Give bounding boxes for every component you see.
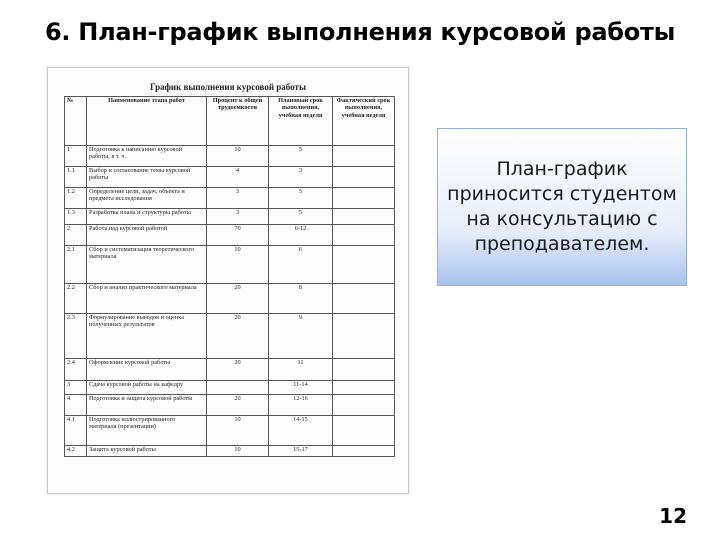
row-actual-week bbox=[333, 314, 395, 359]
row-percent: 10 bbox=[207, 416, 269, 446]
row-percent: 3 bbox=[207, 188, 269, 209]
row-percent: 10 bbox=[207, 246, 269, 284]
row-actual-week bbox=[333, 416, 395, 446]
table-row bbox=[65, 446, 395, 457]
table-row bbox=[65, 359, 395, 381]
row-planned-week: 5 bbox=[269, 146, 333, 167]
table-row bbox=[65, 381, 395, 395]
row-percent: 10 bbox=[207, 446, 269, 457]
row-stage: Сбор и анализ практического материала bbox=[87, 284, 207, 314]
row-actual-week bbox=[333, 359, 395, 381]
table-row bbox=[65, 246, 395, 284]
row-planned-week: 6-12 bbox=[269, 225, 333, 246]
schedule-document-image bbox=[47, 67, 409, 494]
row-percent: 4 bbox=[207, 167, 269, 188]
row-stage: Работа над курсовой работой bbox=[87, 225, 207, 246]
row-stage: Определение цели, задач, объекта и предмета исследования bbox=[87, 188, 207, 209]
row-number: 2 bbox=[65, 225, 87, 246]
row-actual-week bbox=[333, 209, 395, 225]
row-planned-week: 15-17 bbox=[269, 446, 333, 457]
row-planned-week: 9 bbox=[269, 314, 333, 359]
document-title: График выполнения курсовой работы bbox=[150, 82, 306, 92]
row-stage: Защита курсовой работы bbox=[87, 446, 207, 457]
row-number: 2.3 bbox=[65, 314, 87, 359]
info-callout bbox=[437, 128, 687, 286]
row-actual-week bbox=[333, 146, 395, 167]
table-row bbox=[65, 416, 395, 446]
row-stage: Подготовка иллюстрированного материала (презентации) bbox=[87, 416, 207, 446]
row-actual-week bbox=[333, 167, 395, 188]
table-row bbox=[65, 284, 395, 314]
table-row bbox=[65, 146, 395, 167]
row-percent: 20 bbox=[207, 284, 269, 314]
row-planned-week: 11 bbox=[269, 359, 333, 381]
row-stage: Сбор и систематизация теоретического материала bbox=[87, 246, 207, 284]
row-actual-week bbox=[333, 246, 395, 284]
row-number: 2.2 bbox=[65, 284, 87, 314]
page-number: 12 bbox=[659, 504, 687, 528]
row-number: 2.1 bbox=[65, 246, 87, 284]
row-actual-week bbox=[333, 284, 395, 314]
table-header-row bbox=[65, 97, 395, 146]
row-stage: Подготовка и защита курсовой работы bbox=[87, 395, 207, 416]
row-actual-week bbox=[333, 188, 395, 209]
header-stage: Наименование этапа работ bbox=[87, 97, 207, 146]
row-percent bbox=[207, 381, 269, 395]
row-planned-week: 11-14 bbox=[269, 381, 333, 395]
table-row bbox=[65, 314, 395, 359]
row-number: 4.2 bbox=[65, 446, 87, 457]
row-planned-week: 14-15 bbox=[269, 416, 333, 446]
table-row bbox=[65, 395, 395, 416]
table-row bbox=[65, 188, 395, 209]
callout-text: План-график приносится студентом на консультацию с преподавателем. bbox=[447, 158, 677, 255]
header-planned-week: Плановый срок выполнения, учебная неделя bbox=[269, 97, 333, 146]
row-actual-week bbox=[333, 225, 395, 246]
row-actual-week bbox=[333, 395, 395, 416]
row-number: 1.3 bbox=[65, 209, 87, 225]
row-number: 1.2 bbox=[65, 188, 87, 209]
row-percent: 20 bbox=[207, 395, 269, 416]
table-row bbox=[65, 167, 395, 188]
row-number: 3 bbox=[65, 381, 87, 395]
row-stage: Подготовка к написанию курсовой работы, в т. ч. bbox=[87, 146, 207, 167]
row-planned-week: 8 bbox=[269, 284, 333, 314]
row-actual-week bbox=[333, 446, 395, 457]
row-planned-week: 5 bbox=[269, 209, 333, 225]
row-percent: 20 bbox=[207, 314, 269, 359]
row-number: 4 bbox=[65, 395, 87, 416]
row-planned-week: 12-16 bbox=[269, 395, 333, 416]
header-percent: Процент к общей трудоемкости bbox=[207, 97, 269, 146]
row-number: 1.1 bbox=[65, 167, 87, 188]
schedule-table bbox=[64, 96, 395, 457]
row-number: 1 bbox=[65, 146, 87, 167]
row-planned-week: 3 bbox=[269, 167, 333, 188]
row-stage: Формулирование выводов и оценка полученных результатов bbox=[87, 314, 207, 359]
row-percent: 3 bbox=[207, 209, 269, 225]
header-number: № bbox=[65, 97, 87, 146]
row-actual-week bbox=[333, 381, 395, 395]
row-planned-week: 5 bbox=[269, 188, 333, 209]
row-stage: Сдача курсовой работы на кафедру bbox=[87, 381, 207, 395]
row-number: 2.4 bbox=[65, 359, 87, 381]
row-stage: Выбор и согласование темы курсовой работы bbox=[87, 167, 207, 188]
row-percent: 20 bbox=[207, 359, 269, 381]
row-percent: 70 bbox=[207, 225, 269, 246]
row-planned-week: 6 bbox=[269, 246, 333, 284]
slide-title: 6. План-график выполнения курсовой работы bbox=[45, 18, 675, 46]
table-row bbox=[65, 209, 395, 225]
row-stage: Разработка плана и структуры работы bbox=[87, 209, 207, 225]
table-row bbox=[65, 225, 395, 246]
row-number: 4.1 bbox=[65, 416, 87, 446]
header-actual-week: Фактический срок выполнения, учебная неделя bbox=[333, 97, 395, 146]
row-stage: Оформление курсовой работы bbox=[87, 359, 207, 381]
row-percent: 10 bbox=[207, 146, 269, 167]
